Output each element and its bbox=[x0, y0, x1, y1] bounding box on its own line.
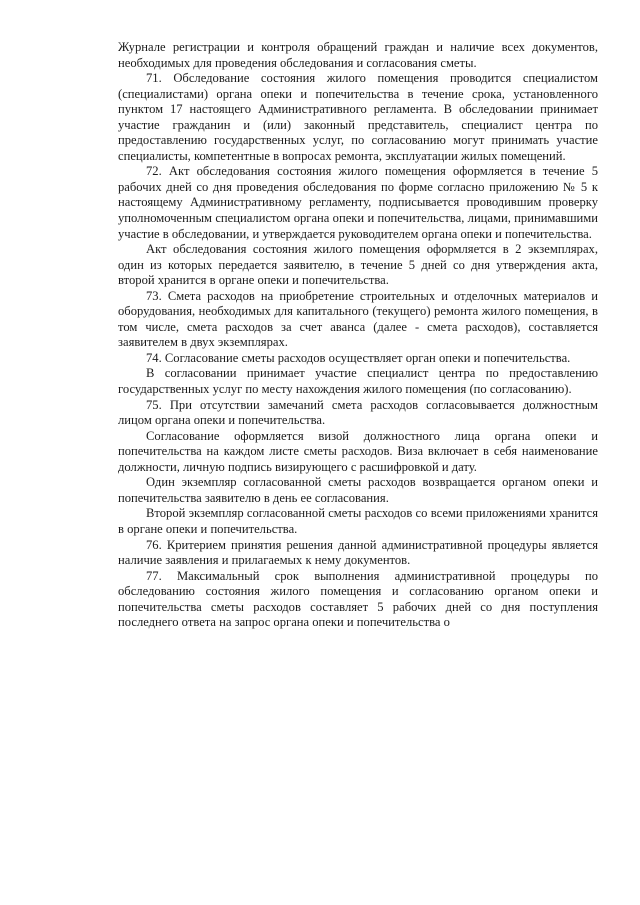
paragraph-75-visa: Согласование оформляется визой должностного лица органа опеки и попечительства на каждом листе сметы расходов. Виза включает в себя наименование должности, личную подпись визирующего с расшифровкой и дату. bbox=[118, 428, 598, 474]
paragraph-74-participation: В согласовании принимает участие специалист центра по предоставлению государственных услуг по месту нахождения жилого помещения (по согласованию). bbox=[118, 366, 598, 397]
paragraph-74: 74. Согласование сметы расходов осуществляет орган опеки и попечительства. bbox=[146, 350, 571, 365]
paragraph-75: 75. При отсутствии замечаний смета расходов согласовывается должностным лицом органа опеки и попечительства. bbox=[118, 397, 598, 428]
paragraph-72: 72. Акт обследования состояния жилого помещения оформляется в течение 5 рабочих дней со дня проведения обследования по форме согласно приложению № 5 к настоящему Административному регламенту, подписывается проводившим проверку уполномоченным специалистом органа опеки и попечительства, лицами, принимавшими участие в обследовании, и утверждается руководителем органа опеки и попечительства. bbox=[118, 164, 598, 241]
document-body bbox=[118, 40, 598, 631]
paragraph-71: 71. Обследование состояния жилого помещения проводится специалистом (специалистами) органа опеки и попечительства в течение срока, установленного пунктом 17 настоящего Административного регламента. В обследовании принимает участие гражданин и (или) законный представитель, специалист центра по предоставлению государственных услуг, по согласованию могут принимать участие специалисты, компетентные в вопросах ремонта, эксплуатации жилых помещений. bbox=[118, 71, 598, 163]
paragraph-75-first-copy: Один экземпляр согласованной сметы расходов возвращается органом опеки и попечительства заявителю в день ее согласования. bbox=[118, 475, 598, 505]
paragraph-75-second-copy: Второй экземпляр согласованной сметы расходов со всеми приложениями хранится в органе опеки и попечительства. bbox=[118, 506, 598, 536]
paragraph-continuation: Журнале регистрации и контроля обращений граждан и наличие всех документов, необходимых для проведения обследования и согласования сметы. bbox=[118, 40, 598, 70]
paragraph-73: 73. Смета расходов на приобретение строительных и отделочных материалов и оборудования, необходимых для капитального (текущего) ремонта жилого помещения, в том числе, смета расходов за счет аванса (далее - смета расходов), составляется заявителем в двух экземплярах. bbox=[118, 288, 598, 350]
paragraph-76: 76. Критерием принятия решения данной административной процедуры является наличие заявления и прилагаемых к нему документов. bbox=[118, 537, 598, 568]
paragraph-72-act-copies: Акт обследования состояния жилого помещения оформляется в 2 экземплярах, один из которых передается заявителю, в течение 5 дней со дня утверждения акта, второй хранится в органе опеки и попечительства. bbox=[118, 242, 598, 288]
paragraph-77: 77. Максимальный срок выполнения административной процедуры по обследованию состояния жилого помещения и согласованию органом опеки и попечительства сметы расходов составляет 5 рабочих дней со дня поступления последнего ответа на запрос органа опеки и попечительства о bbox=[118, 568, 598, 630]
